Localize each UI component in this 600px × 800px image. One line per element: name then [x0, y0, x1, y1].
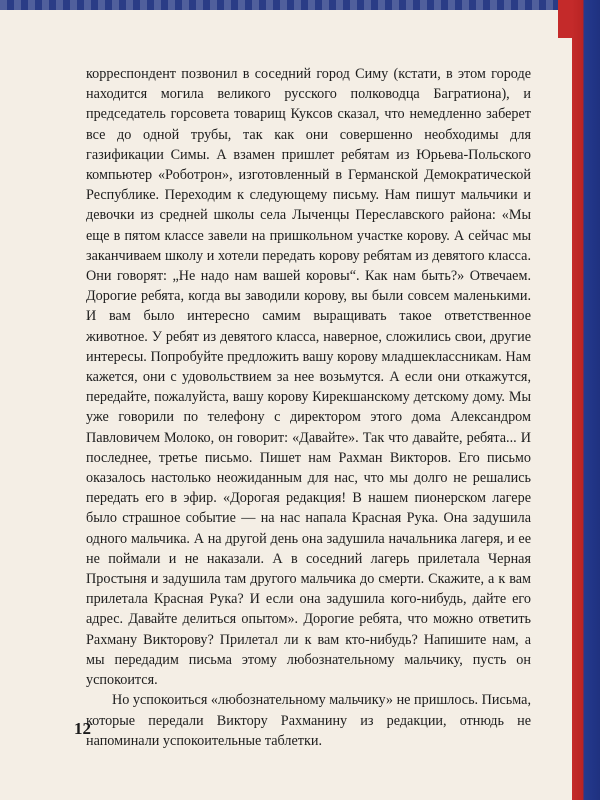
body-text	[86, 64, 531, 751]
cover-edge-top	[0, 0, 600, 10]
paragraph-1: корреспондент позвонил в соседний город Симу (кстати, в этом городе находится могила великого русского полководца Багратиона), и председатель горсовета товарищ Куксов сказал, что немедленно заберет все до одной трубы, так как они совершенно необходимы для газификации Симы. А взамен пришлет ребятам из Юрьева-Польского компьютер «Роботрон», изготовленный в Германской Демократической Республике. Переходим к следующему письму. Нам пишут мальчики и девочки из средней школы села Лыченцы Переславского района: «Мы еще в пятом классе завели на пришкольном участке корову. А сейчас мы заканчиваем школу и хотели передать корову ребятам из девятого класса. Они говорят: „Не надо нам вашей коровы“. Как нам быть?» Отвечаем. Дорогие ребята, когда вы заводили корову, вы были совсем маленькими. И вам было интересно самим выращивать такое ответственное животное. У ребят из девятого класса, наверное, сложились свои, другие интересы. Попробуйте предложить вашу корову младшеклассникам. Нам кажется, они с удовольствием за нее возьмутся. А если они откажутся, передайте, пожалуйста, вашу корову Кирекшанскому детскому дому. Мы уже говорили по телефону с директором этого дома Александром Павловичем Молоко, он говорит: «Давайте». Так что давайте, ребята... И последнее, третье письмо. Пишет нам Рахман Викторов. Его письмо оказалось настолько неожиданным для нас, что мы долго не решались передать его в эфир. «Дорогая редакция! В нашем пионерском лагере было страшное событие — на нас напала Красная Рука. Она задушила одного мальчика. А на другой день она задушила начальника лагеря, и ее не поймали и не наказали. А в соседний лагерь прилетала Черная Простыня и задушила там другого мальчика до смерти. Скажите, а к вам прилетала Красная Рука? И если она задушила кого-нибудь, дайте его адрес. Давайте делиться опытом». Дорогие ребята, что можно ответить Рахману Викторову? Прилетал ли к вам кто-нибудь? Напишите нам, а мы передадим письма этому любознательному мальчику, пусть он успокоится.	[86, 66, 531, 689]
cover-edge-right	[572, 0, 600, 800]
page-number: 12	[74, 719, 91, 738]
paragraph-2: Но успокоиться «любознательному мальчику» не пришлось. Письма, которые передали Виктору Рахманину из редакции, отнюдь не напоминали успокоительные таблетки.	[86, 692, 531, 749]
